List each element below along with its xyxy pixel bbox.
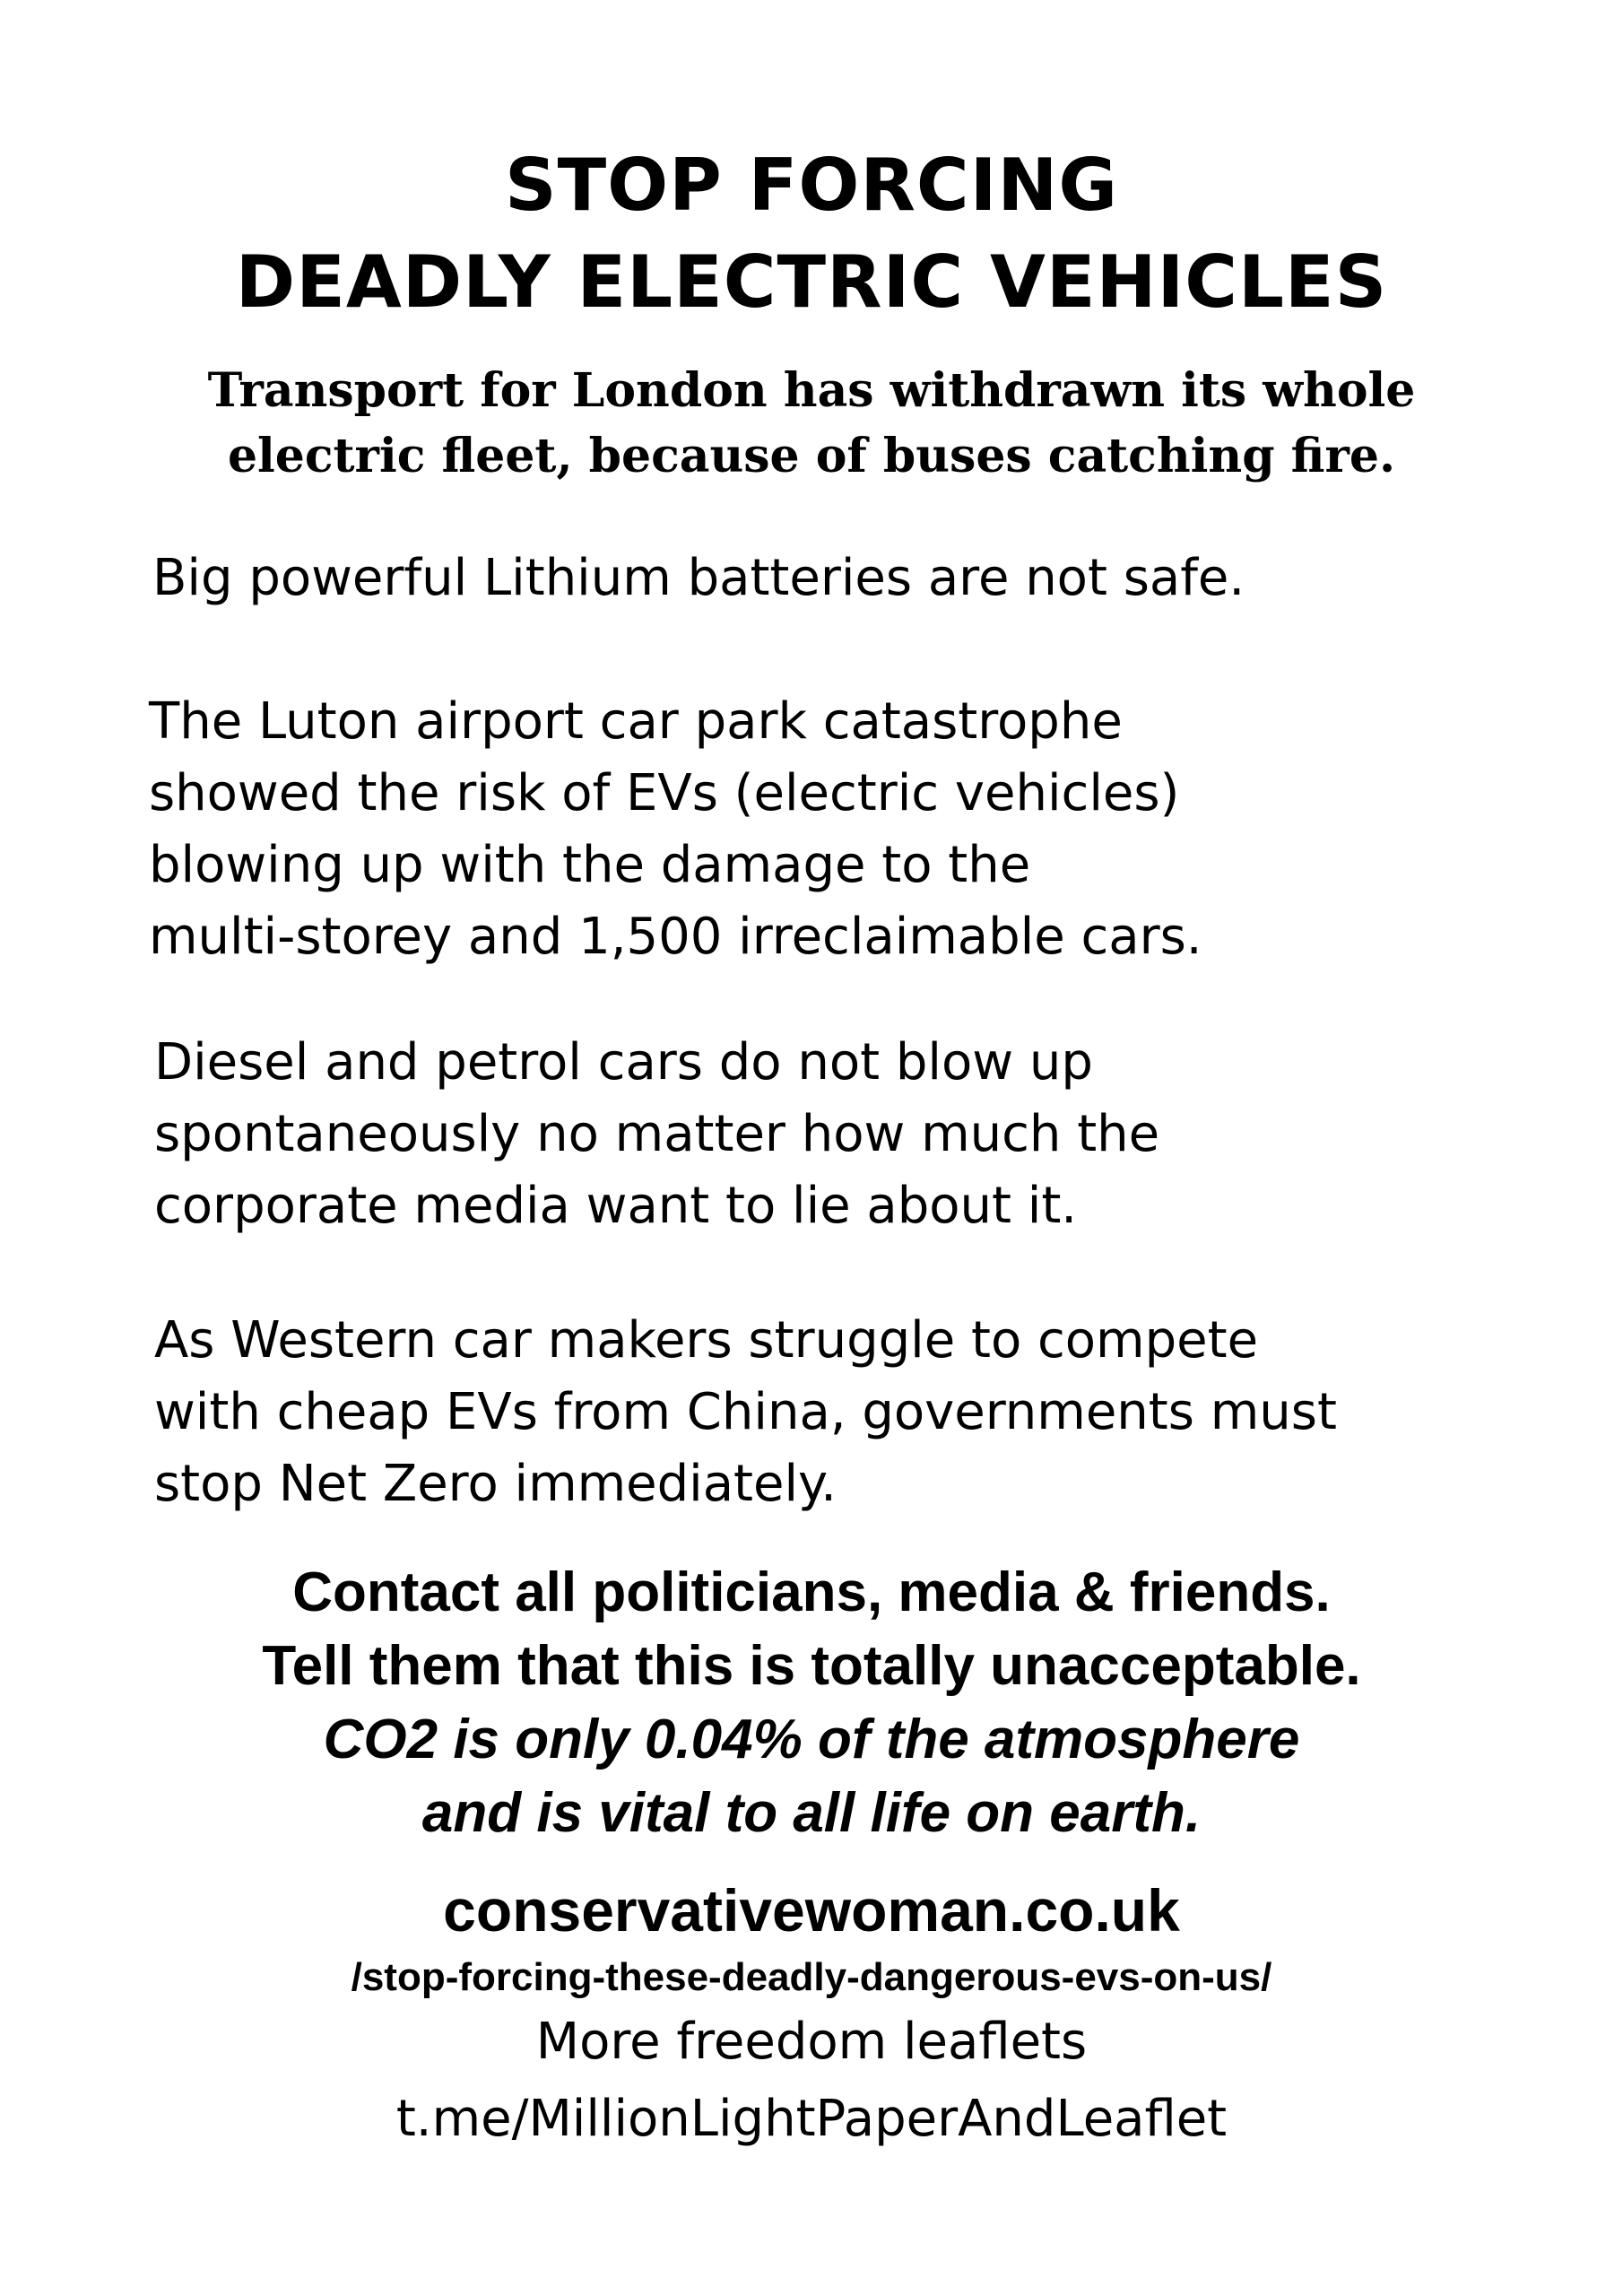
western-paragraph-line-3: stop Net Zero immediately. <box>154 1455 837 1513</box>
diesel-paragraph-line-3: corporate media want to lie about it. <box>154 1177 1078 1235</box>
call-to-action-line-2: Tell them that this is totally unacceptable. <box>262 1635 1361 1697</box>
subheadline-line-1: Transport for London has withdrawn its whole <box>207 363 1416 418</box>
luton-paragraph-line-4: multi-storey and 1,500 irreclaimable cars. <box>149 908 1202 966</box>
diesel-paragraph-line-2: spontaneously no matter how much the <box>154 1105 1160 1163</box>
diesel-paragraph-line-1: Diesel and petrol cars do not blow up <box>154 1033 1093 1091</box>
luton-paragraph-line-1: The Luton airport car park catastrophe <box>149 692 1123 751</box>
source-article-path[interactable]: /stop-forcing-these-deadly-dangerous-evs-on-us/ <box>351 1955 1272 1999</box>
call-to-action-line-1: Contact all politicians, media & friends. <box>292 1561 1331 1623</box>
western-paragraph-line-1: As Western car makers struggle to compete <box>154 1311 1259 1370</box>
luton-paragraph-line-3: blowing up with the damage to the <box>149 836 1031 894</box>
more-leaflets-text: More freedom leaflets <box>535 2013 1088 2071</box>
co2-statement-line-2: and is vital to all life on earth. <box>421 1782 1202 1844</box>
subheadline-line-2: electric fleet, because of buses catching fire. <box>227 429 1396 483</box>
headline-line-2: DEADLY ELECTRIC VEHICLES <box>235 240 1388 324</box>
source-site-link[interactable]: conservativewoman.co.uk <box>443 1877 1180 1944</box>
luton-paragraph-line-2: showed the risk of EVs (electric vehicles) <box>149 764 1180 822</box>
batteries-paragraph: Big powerful Lithium batteries are not safe. <box>152 549 1245 607</box>
headline-line-1: STOP FORCING <box>504 144 1119 227</box>
telegram-channel-link[interactable]: t.me/MillionLightPaperAndLeaflet <box>395 2090 1228 2148</box>
western-paragraph-line-2: with cheap EVs from China, governments must <box>154 1383 1337 1441</box>
co2-statement-line-1: CO2 is only 0.04% of the atmosphere <box>323 1709 1300 1770</box>
